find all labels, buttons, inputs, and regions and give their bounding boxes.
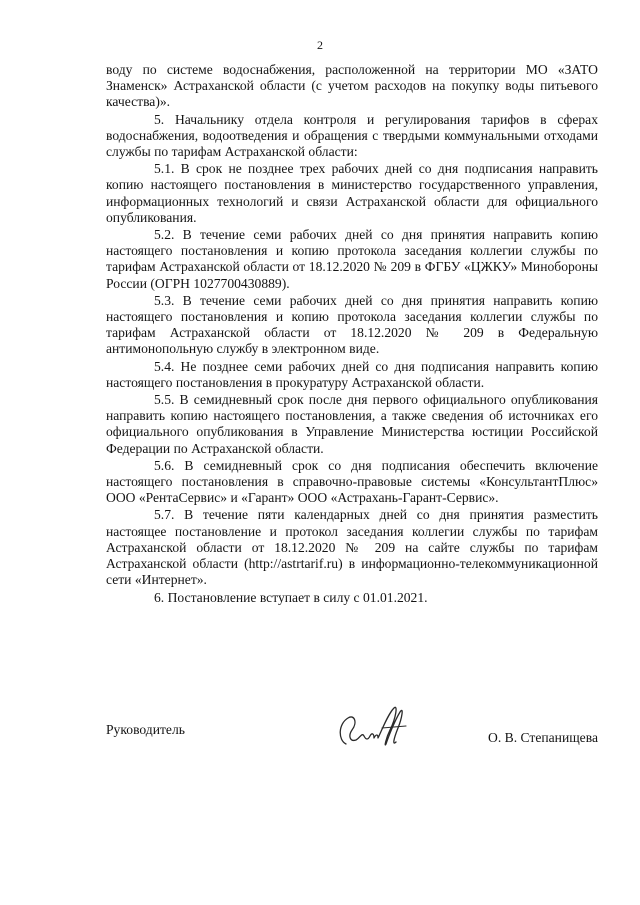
page-number: 2 — [317, 38, 323, 52]
paragraph: 5.2. В течение семи рабочих дней со дня принятия направить копию настоящего постановления и копию протокола заседания коллегии службы по тарифам Астраханской области от 18.12.2020 № 209 в ФГБУ «ЦЖКУ» Минобороны России (ОГРН 1027700430889). — [106, 227, 598, 291]
document-body — [106, 62, 598, 606]
paragraph: 5.7. В течение пяти календарных дней со дня принятия разместить настоящее постановление и протокол заседания коллегии службы по тарифам Астраханской области от 18.12.2020 № 209 на сайте службы по тарифам Астраханской области (http://astrtarif.ru) в информационно-телекоммуникационной сети «Интернет». — [106, 507, 598, 588]
paragraph: 6. Постановление вступает в силу с 01.01.2021. — [154, 589, 428, 605]
signer-title: Руководитель — [106, 722, 185, 737]
paragraph: 5.5. В семидневный срок после дня первого официального опубликования направить копию настоящего постановления, а также сведения об источниках его официального опубликования в Управление Министерства юстиции Российской Федерации по Астраханской области. — [106, 392, 598, 456]
paragraph: 5.6. В семидневный срок со дня подписания обеспечить включение настоящего постановления в справочно-правовые системы «КонсультантПлюс» ООО «РентаСервис» и «Гарант» ООО «Астрахань-Гарант-Сервис». — [106, 457, 598, 506]
paragraph: 5. Начальнику отдела контроля и регулирования тарифов в сферах водоснабжения, водоотведения и обращения с твердыми коммунальными отходами службы по тарифам Астраханской области: — [106, 111, 598, 160]
paragraph: 5.4. Не позднее семи рабочих дней со дня подписания направить копию настоящего постановления в прокуратуру Астраханской области. — [106, 358, 598, 390]
paragraph: воду по системе водоснабжения, расположенной на территории МО «ЗАТО Знаменск» Астраханской области (с учетом расходов на покупку воды питьевого качества)». — [106, 62, 598, 110]
paragraph: 5.1. В срок не позднее трех рабочих дней со дня подписания направить копию настоящего постановления в министерство государственного управления, информационных технологий и связи Астраханской области для официального опубликования. — [106, 161, 598, 225]
handwritten-signature — [332, 704, 412, 756]
signature-block — [106, 722, 598, 782]
paragraph: 5.3. В течение семи рабочих дней со дня принятия направить копию настоящего постановления и копию протокола заседания коллегии службы по тарифам Астраханской области от 18.12.2020 № 209 в Федеральную антимонопольную службу в электронном виде. — [106, 292, 598, 357]
signer-name: О. В. Степанищева — [488, 730, 598, 745]
